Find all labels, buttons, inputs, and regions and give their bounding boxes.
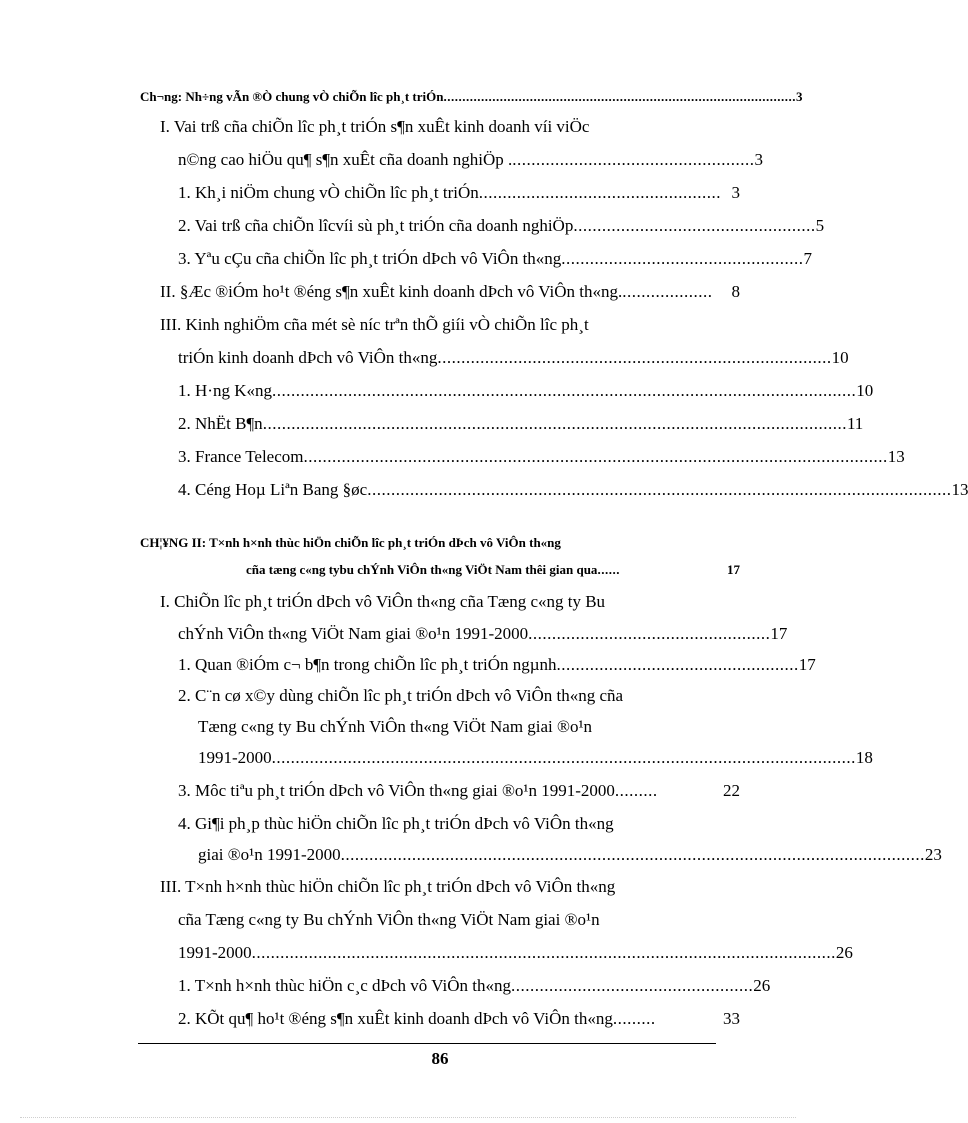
toc-section-1-iii[interactable] <box>160 315 740 341</box>
toc-entry-text: III. Kinh nghiÖm cña mét sè níc trªn thÕ giíi vÒ chiÕn lîc ph¸t <box>160 315 589 334</box>
toc-leader: ................................................... <box>556 655 799 674</box>
toc-item-1-i-2[interactable] <box>178 216 825 242</box>
toc-entry-text: 4. Gi¶i ph¸p thùc hiÖn chiÕn lîc ph¸t triÓn dÞch vô ViÔn th«ng <box>178 814 614 833</box>
toc-page-number: 3 <box>754 150 764 169</box>
toc-entry-text: n©ng cao hiÖu qu¶ s¶n xuÊt cña doanh nghiÖp . <box>178 150 513 169</box>
toc-section-1-iii-cont[interactable] <box>178 348 849 374</box>
toc-page-number: 3 <box>795 89 803 104</box>
toc-leader: ........................................................................................................................... <box>367 480 952 499</box>
toc-entry-text: 3. Môc tiªu ph¸t triÓn dÞch vô ViÔn th«ng giai ®o¹n 1991-2000 <box>178 781 615 800</box>
toc-page-number: 7 <box>803 249 813 268</box>
toc-section-2-iii[interactable] <box>160 877 740 903</box>
toc-page-number: 10 <box>856 381 874 400</box>
toc-entry-text: 2. NhËt B¶n <box>178 414 263 433</box>
toc-entry-text: Tæng c«ng ty Bu chÝnh ViÔn th«ng ViÖt Nam giai ®o¹n <box>198 717 593 736</box>
toc-item-2-i-3[interactable] <box>178 781 740 807</box>
toc-leader: ........................................................................................................................... <box>271 748 856 767</box>
toc-page-number: 8 <box>731 282 740 301</box>
toc-entry-text: 1. Quan ®iÓm c¬ b¶n trong chiÕn lîc ph¸t triÓn ngµnh <box>178 655 557 674</box>
toc-item-2-i-1[interactable] <box>178 655 816 681</box>
toc-item-1-i-3[interactable] <box>178 249 813 275</box>
toc-leader: ......... <box>612 1009 656 1028</box>
toc-entry-text: 3. France Telecom <box>178 447 304 466</box>
toc-page-number: 17 <box>798 655 816 674</box>
toc-entry-text: 1. Kh¸i niÖm chung vÒ chiÕn lîc ph¸t triÓn <box>178 183 479 202</box>
toc-entry-text: 1991-2000 <box>178 943 252 962</box>
toc-item-1-iii-1[interactable] <box>178 381 874 407</box>
toc-section-2-i[interactable] <box>160 592 740 618</box>
toc-item-2-i-2-cont[interactable] <box>198 717 740 743</box>
toc-leader: ......... <box>614 781 658 800</box>
toc-entry-text: triÓn kinh doanh dÞch vô ViÔn th«ng <box>178 348 438 367</box>
toc-entry-text: 1991-2000 <box>198 748 272 767</box>
toc-leader: ........................................................................................................................... <box>303 447 888 466</box>
toc-entry-text: chÝnh ViÔn th«ng ViÖt Nam giai ®o¹n 1991-2000 <box>178 624 529 643</box>
toc-item-1-iii-3[interactable] <box>178 447 905 473</box>
toc-entry-text: III. T×nh h×nh thùc hiÖn chiÕn lîc ph¸t triÓn dÞch vô ViÔn th«ng <box>160 877 616 896</box>
toc-entry-text: giai ®o¹n 1991-2000 <box>198 845 341 864</box>
toc-leader: ................................................... <box>478 183 722 202</box>
toc-page-number: 26 <box>835 943 853 962</box>
toc-item-1-i-1[interactable] <box>178 183 740 209</box>
toc-page-number: 10 <box>831 348 849 367</box>
toc-page-number: 18 <box>855 748 873 767</box>
toc-section-1-ii[interactable] <box>160 282 740 308</box>
toc-leader: ........................................................................................................................... <box>262 414 847 433</box>
toc-page-number: 13 <box>887 447 905 466</box>
toc-section-2-i-cont[interactable] <box>178 624 788 650</box>
toc-section-2-iii-cont[interactable] <box>178 910 740 936</box>
toc-entry-text: I. ChiÕn lîc ph¸t triÓn dÞch vô ViÔn th«ng cña Tæng c«ng ty Bu <box>160 592 606 611</box>
toc-chapter-2[interactable] <box>140 535 740 561</box>
toc-page-number: 23 <box>924 845 942 864</box>
toc-page-number: 17 <box>770 624 788 643</box>
toc-entry-text: 2. KÕt qu¶ ho¹t ®éng s¶n xuÊt kinh doanh dÞch vô ViÔn th«ng <box>178 1009 613 1028</box>
toc-item-2-i-4-cont[interactable] <box>198 845 942 871</box>
toc-entry-text: 1. H·ng K«ng <box>178 381 272 400</box>
toc-leader: ................................................................................... <box>437 348 832 367</box>
toc-page-number: 13 <box>951 480 968 499</box>
toc-entry-text: CH¦¥NG II: T×nh h×nh thùc hiÖn chiÕn lîc ph¸t triÓn dÞch vô ViÔn th«ng <box>140 535 561 550</box>
toc-leader: ........................................................................................................................... <box>271 381 857 400</box>
toc-item-2-iii-1[interactable] <box>178 976 771 1002</box>
toc-page-number: 3 <box>731 183 740 202</box>
page-number: 86 <box>431 1049 449 1068</box>
toc-entry-text: II. §Æc ®iÓm ho¹t ®éng s¶n xuÊt kinh doanh dÞch vô ViÔn th«ng. <box>160 282 623 301</box>
toc-chapter-2-cont[interactable] <box>246 562 740 588</box>
toc-leader: ........................................................................................................................... <box>251 943 836 962</box>
toc-section-2-iii-cont2[interactable] <box>178 943 853 969</box>
toc-entry-text: 2. Vai trß cña chiÕn lîcvíi sù ph¸t triÓn cña doanh nghiÖp <box>178 216 574 235</box>
page-bottom-border <box>20 1117 796 1118</box>
toc-item-1-iii-2[interactable] <box>178 414 864 440</box>
toc-page-number: 22 <box>723 781 740 800</box>
toc-leader: ................................................... <box>573 216 816 235</box>
toc-entry-text: cña Tæng c«ng ty Bu chÝnh ViÔn th«ng ViÖt Nam giai ®o¹n <box>178 910 600 929</box>
toc-chapter-1[interactable] <box>140 89 803 115</box>
toc-leader: .............................................................................................. <box>443 89 796 104</box>
toc-section-1-i-cont[interactable] <box>178 150 764 176</box>
toc-leader: ................................................... <box>528 624 771 643</box>
toc-page-number: 33 <box>723 1009 740 1028</box>
toc-entry-text: 4. Céng Hoµ Liªn Bang §øc <box>178 480 368 499</box>
toc-leader: ................................................... <box>512 150 755 169</box>
toc-leader: ................................................... <box>510 976 754 995</box>
toc-item-2-i-2-cont2[interactable] <box>198 748 873 774</box>
toc-page-number: 5 <box>815 216 825 235</box>
toc-section-1-i[interactable] <box>160 117 740 143</box>
toc-leader: ................................................... <box>561 249 804 268</box>
toc-leader: ........................................................................................................................... <box>340 845 925 864</box>
toc-item-2-i-2[interactable] <box>178 686 740 712</box>
toc-item-2-i-4[interactable] <box>178 814 740 840</box>
toc-entry-text: 1. T×nh h×nh thùc hiÖn c¸c dÞch vô ViÔn th«ng <box>178 976 511 995</box>
toc-leader: ................... <box>622 282 713 301</box>
toc-item-1-iii-4[interactable] <box>178 480 968 506</box>
toc-page-number: 11 <box>846 414 864 433</box>
toc-entry-text: Ch¬ng: Nh÷ng vÃn ®Ò chung vÒ chiÕn lîc ph¸t triÓn <box>140 89 444 104</box>
toc-item-2-iii-2[interactable] <box>178 1009 740 1035</box>
toc-entry-text: 3. Yªu cÇu cña chiÕn lîc ph¸t triÓn dÞch vô ViÔn th«ng <box>178 249 562 268</box>
toc-entry-text: I. Vai trß cña chiÕn lîc ph¸t triÓn s¶n xuÊt kinh doanh víi viÖc <box>160 117 590 136</box>
toc-leader: ...... <box>597 562 620 577</box>
toc-page-number: 17 <box>727 562 740 577</box>
footer-divider <box>138 1043 716 1044</box>
toc-entry-text: 2. C¨n cø x©y dùng chiÕn lîc ph¸t triÓn dÞch vô ViÔn th«ng cña <box>178 686 624 705</box>
toc-entry-text: cña tæng c«ng tybu chÝnh ViÔn th«ng ViÖt Nam thêi gian qua <box>246 562 598 577</box>
toc-page-number: 26 <box>753 976 771 995</box>
